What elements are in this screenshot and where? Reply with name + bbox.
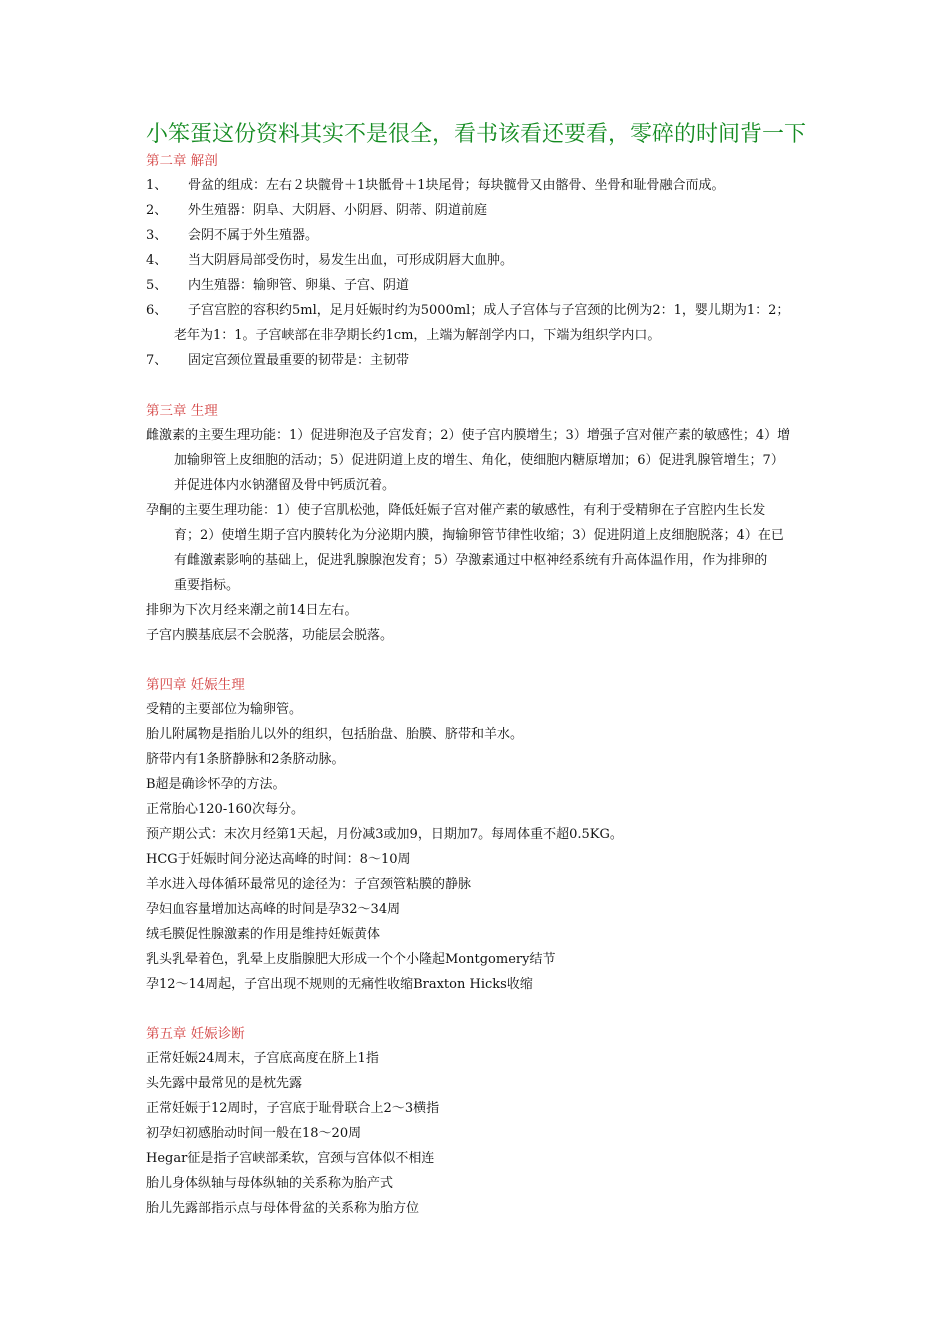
list-item [146,299,810,323]
text-line: 孕妇血容量增加达高峰的时间是孕32～34周 [146,902,401,917]
page-title: 小笨蛋这份资料其实不是很全，看书该看还要看，零碎的时间背一下 [146,122,807,147]
text-line: 预产期公式：末次月经第1天起，月份减3或加9，日期加7。每周体重不超0.5KG。 [146,827,623,842]
item-continuation: 老年为1：1。子宫峡部在非孕期长约1cm，上端为解剖学内口，下端为组织学内口。 [174,328,661,343]
text-line: 孕12～14周起，子宫出现不规则的无痛性收缩Braxton Hicks收缩 [146,977,533,992]
text-line: 胎儿附属物是指胎儿以外的组织，包括胎盘、胎膜、脐带和羊水。 [146,727,524,742]
item-number: 3、 [146,228,168,243]
list-item [146,174,810,198]
chapter-heading-4: 第四章 妊娠生理 [146,677,245,693]
list-item [146,224,810,248]
text-line: 受精的主要部位为输卵管。 [146,702,303,717]
item-number: 2、 [146,203,168,218]
list-item [146,274,810,298]
text-line: 头先露中最常见的是枕先露 [146,1076,303,1091]
item-text: 会阴不属于外生殖器。 [188,228,319,243]
item-number: 6、 [146,303,168,318]
item-text: 子宫宫腔的容积约5ml，足月妊娠时约为5000ml；成人子宫体与子宫颈的比例为2：1，婴儿期为1：2； [188,303,790,318]
text-line: 正常胎心120-160次每分。 [146,802,305,817]
item-text: 内生殖器：输卵管、卵巢、子宫、阴道 [188,278,410,293]
list-item [146,199,810,223]
item-number: 4、 [146,253,168,268]
chapter-heading-3: 第三章 生理 [146,403,218,419]
text-line: 正常妊娠于12周时，子宫底于耻骨联合上2～3横指 [146,1101,440,1116]
text-line: 初孕妇初感胎动时间一般在18～20周 [146,1126,362,1141]
estrogen-line-2: 加输卵管上皮细胞的活动；5）促进阴道上皮的增生、角化，使细胞内糖原增加；6）促进乳腺管增生；7） [174,453,784,468]
item-text: 骨盆的组成：左右２块髋骨＋1块骶骨＋1块尾骨；每块髋骨又由髂骨、坐骨和耻骨融合而成。 [188,178,725,193]
text-line: B超是确诊怀孕的方法。 [146,777,286,792]
progesterone-line-1: 孕酮的主要生理功能：1）使子宫肌松弛，降低妊娠子宫对催产素的敏感性，有利于受精卵在子宫腔内生长发 [146,503,766,518]
text-line: 绒毛膜促性腺激素的作用是维持妊娠黄体 [146,927,381,942]
estrogen-line-3: 并促进体内水钠潴留及骨中钙质沉着。 [174,478,396,493]
endometrium-line: 子宫内膜基底层不会脱落，功能层会脱落。 [146,628,394,643]
item-number: 7、 [146,353,168,368]
chapter-heading-5: 第五章 妊娠诊断 [146,1026,245,1042]
progesterone-line-4: 重要指标。 [174,578,240,593]
text-line: 胎儿先露部指示点与母体骨盆的关系称为胎方位 [146,1201,420,1216]
item-number: 1、 [146,178,168,193]
text-line: HCG于妊娠时间分泌达高峰的时间：8～10周 [146,852,411,867]
text-line: 正常妊娠24周末，子宫底高度在脐上1指 [146,1051,379,1066]
progesterone-line-3: 有雌激素影响的基础上，促进乳腺腺泡发育；5）孕激素通过中枢神经系统有升高体温作用，作为排卵的 [174,553,768,568]
text-line: 羊水进入母体循环最常见的途径为：子宫颈管粘膜的静脉 [146,877,472,892]
text-line: 胎儿身体纵轴与母体纵轴的关系称为胎产式 [146,1176,394,1191]
ovulation-line: 排卵为下次月经来潮之前14日左右。 [146,603,358,618]
list-item [146,249,810,273]
text-line: Hegar征是指子宫峡部柔软，宫颈与宫体似不相连 [146,1151,435,1166]
estrogen-line-1: 雌激素的主要生理功能：1）促进卵泡及子宫发育；2）使子宫内膜增生；3）增强子宫对催产素的敏感性；4）增 [146,428,791,443]
text-line: 脐带内有1条脐静脉和2条脐动脉。 [146,752,345,767]
text-line: 乳头乳晕着色，乳晕上皮脂腺肥大形成一个个小隆起Montgomery结节 [146,952,556,967]
item-number: 5、 [146,278,168,293]
item-text: 当大阴唇局部受伤时，易发生出血，可形成阴唇大血肿。 [188,253,514,268]
item-text: 固定宫颈位置最重要的韧带是：主韧带 [188,353,410,368]
item-text: 外生殖器：阴阜、大阴唇、小阴唇、阴蒂、阴道前庭 [188,203,488,218]
progesterone-line-2: 育；2）使增生期子宫内膜转化为分泌期内膜，掏输卵管节律性收缩；3）促进阴道上皮细胞脱落；4）在已 [174,528,784,543]
list-item [146,349,810,373]
chapter-heading-2: 第二章 解剖 [146,153,218,169]
